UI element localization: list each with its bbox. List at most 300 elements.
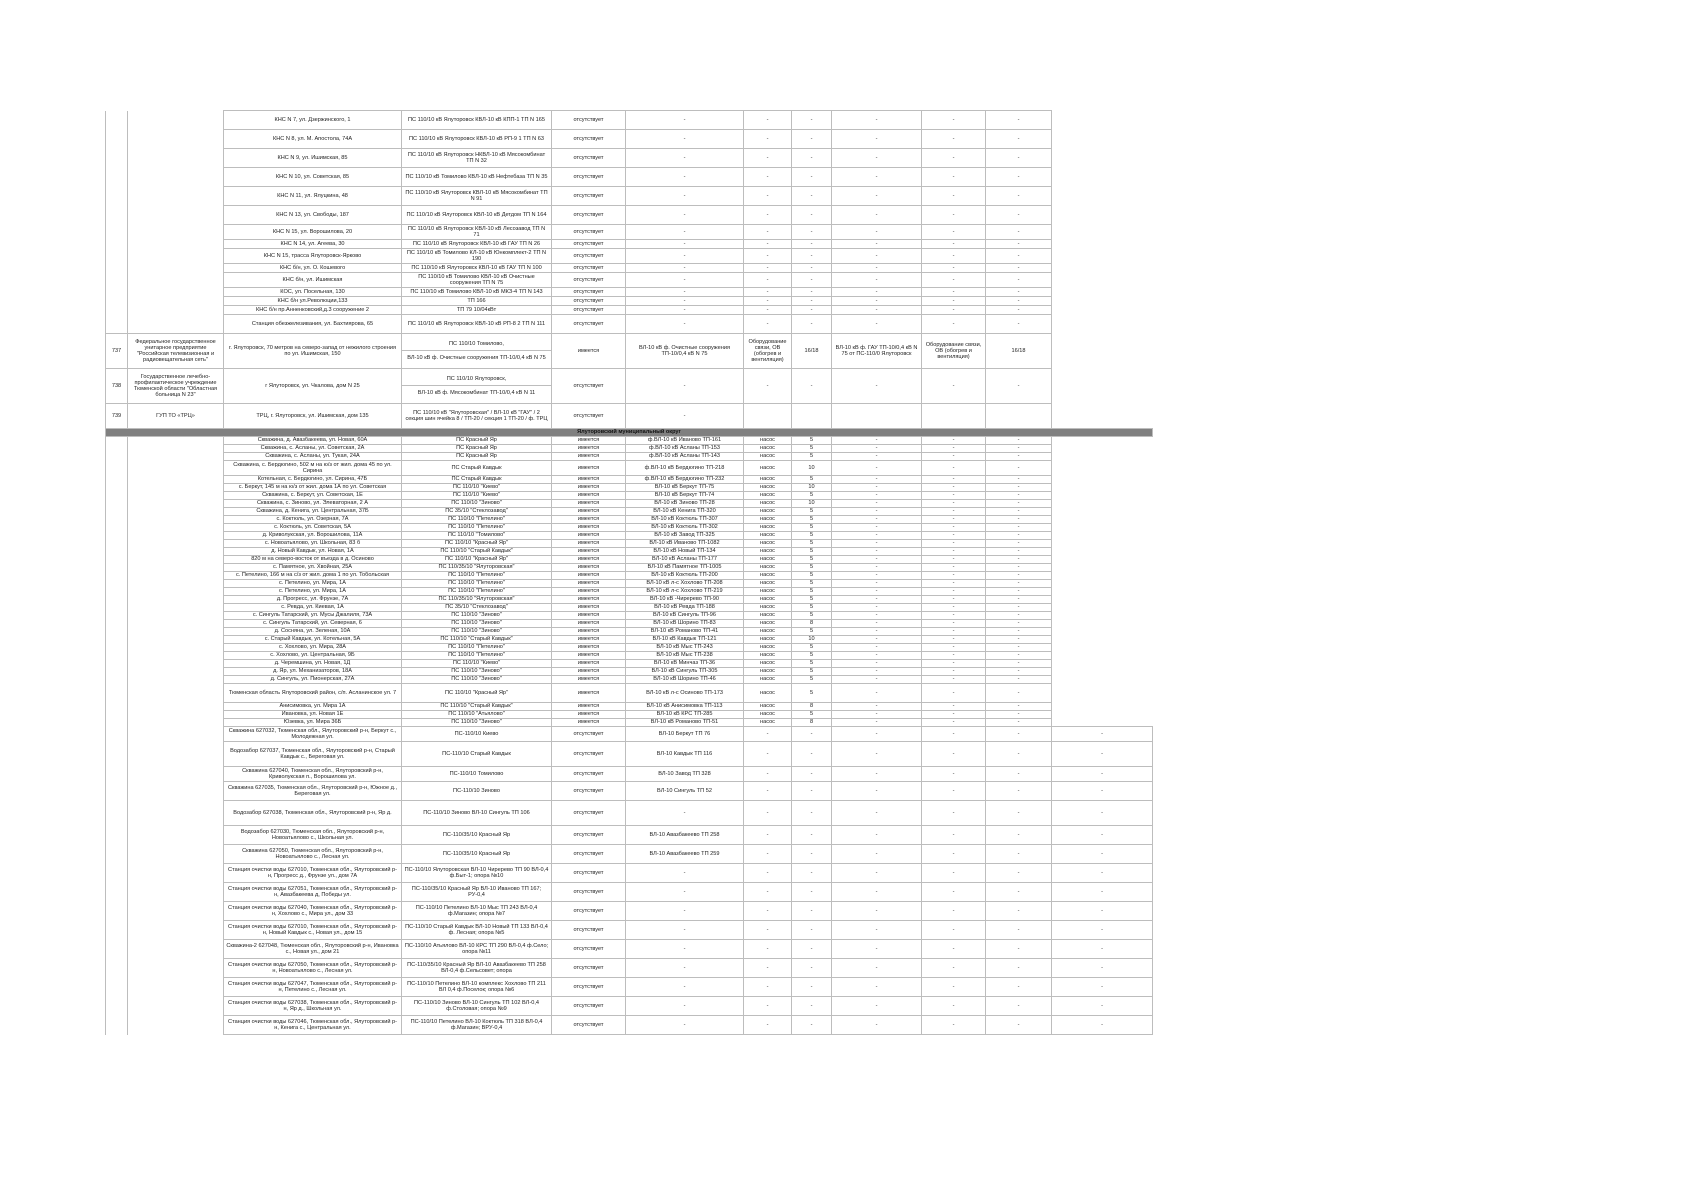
row-number	[106, 864, 128, 883]
value-cell: -	[986, 612, 1052, 620]
row-number	[106, 644, 128, 652]
value-cell	[744, 404, 792, 429]
value-cell: -	[986, 187, 1052, 206]
source-line: ВЛ-10 кВ ф. Мясокомбинат ТП-10/0,4 кВ N 11	[402, 385, 551, 396]
organization-cell	[128, 484, 224, 492]
table-row	[106, 684, 1153, 703]
object-cell: с. Петелино, ул. Мира, 1А	[224, 588, 402, 596]
value-cell: -	[922, 997, 986, 1016]
value-cell: -	[986, 315, 1052, 334]
value-cell: -	[986, 604, 1052, 612]
organization-cell	[128, 508, 224, 516]
value-cell: -	[792, 288, 832, 297]
value-cell: -	[832, 1016, 922, 1035]
organization-cell	[128, 921, 224, 940]
value-cell: -	[986, 130, 1052, 149]
table-row	[106, 596, 1153, 604]
organization-cell	[128, 767, 224, 782]
value-cell: -	[832, 727, 922, 742]
organization-cell	[128, 864, 224, 883]
object-cell: Скважина, с. Зиново, ул. Элеваторная, 2 А	[224, 500, 402, 508]
value-cell: -	[832, 453, 922, 461]
value-cell: ВЛ-10 кВ Мыс ТП-243	[626, 644, 744, 652]
organization-cell	[128, 580, 224, 588]
row-number	[106, 921, 128, 940]
value-cell: -	[626, 264, 744, 273]
status-cell: имеется	[552, 524, 626, 532]
value-cell: -	[832, 845, 922, 864]
value-cell: 5	[792, 437, 832, 445]
source-cell: ПС 35/10 "Стеклозавод"	[402, 604, 552, 612]
value-cell: -	[922, 264, 986, 273]
value-cell: -	[744, 206, 792, 225]
value-cell: 8	[792, 703, 832, 711]
value-cell: -	[922, 668, 986, 676]
organization-cell	[128, 652, 224, 660]
value-cell: -	[922, 297, 986, 306]
value-cell: -	[792, 742, 832, 767]
value-cell: ВЛ-10 кВ Завод ТП-325	[626, 532, 744, 540]
organization-cell	[128, 742, 224, 767]
status-cell: отсутствует	[552, 978, 626, 997]
value-cell: -	[922, 225, 986, 240]
table-row	[106, 1016, 1153, 1035]
row-number	[106, 588, 128, 596]
status-cell: имеется	[552, 719, 626, 727]
status-cell: имеется	[552, 644, 626, 652]
value-cell: -	[922, 548, 986, 556]
row-number	[106, 453, 128, 461]
source-cell: ПС 110/10 "Зиново"	[402, 612, 552, 620]
value-cell: -	[744, 826, 792, 845]
value-cell: -	[744, 288, 792, 297]
value-cell: -	[986, 240, 1052, 249]
value-cell: ВЛ-10 кВ Романово ТП-51	[626, 719, 744, 727]
row-number	[106, 703, 128, 711]
value-cell: -	[744, 727, 792, 742]
value-cell: -	[626, 225, 744, 240]
value-cell: насос	[744, 484, 792, 492]
value-cell: -	[626, 273, 744, 288]
value-cell: -	[922, 636, 986, 644]
source-cell: ПС-110/35/10 Красный Яр	[402, 826, 552, 845]
status-cell: отсутствует	[552, 315, 626, 334]
status-cell: отсутствует	[552, 249, 626, 264]
value-cell: -	[792, 959, 832, 978]
value-cell: -	[986, 588, 1052, 596]
value-cell: -	[744, 306, 792, 315]
value-cell: 5	[792, 548, 832, 556]
object-cell: с. Коктюль, ул. Советская, 5А	[224, 524, 402, 532]
object-cell: Станция очистки воды 627051, Тюменская обл., Ялуторовский р-н, Авазбакеева д, Победы ул.	[224, 883, 402, 902]
value-cell: -	[626, 940, 744, 959]
value-cell: -	[922, 684, 986, 703]
table-row	[106, 719, 1153, 727]
value-cell: -	[986, 801, 1052, 826]
source-cell: ПС 110/35/10 "Ялуторовская"	[402, 564, 552, 572]
status-cell: имеется	[552, 711, 626, 719]
value-cell: ВЛ-10 кВ Анисимовка ТП-113	[626, 703, 744, 711]
table-row	[106, 548, 1153, 556]
object-cell: КНС б/н, ул. О. Кошевого	[224, 264, 402, 273]
value-cell: -	[792, 727, 832, 742]
value-cell: 5	[792, 604, 832, 612]
row-number	[106, 168, 128, 187]
value-cell: -	[792, 149, 832, 168]
row-number: 738	[106, 369, 128, 404]
source-line: ВЛ-10 кВ ф. Очистные сооружения ТП-10/0,4 кВ N 75	[402, 350, 551, 361]
source-cell: ПС 110/10 кВ Томилово КВЛ-10 кВ Нефтебаза ТП N 35	[402, 168, 552, 187]
value-cell: -	[832, 711, 922, 719]
value-cell: -	[792, 845, 832, 864]
value-cell: насос	[744, 604, 792, 612]
object-cell: с. Хохлово, ул. Центральная, 9Б	[224, 652, 402, 660]
value-cell: -	[832, 676, 922, 684]
value-cell: -	[744, 168, 792, 187]
row-number	[106, 604, 128, 612]
status-cell: отсутствует	[552, 782, 626, 801]
value-cell: 10	[792, 461, 832, 476]
value-cell: -	[792, 997, 832, 1016]
value-cell: Оборудование связи, ОВ (обогрев и вентиляция)	[744, 334, 792, 369]
status-cell: отсутствует	[552, 273, 626, 288]
value-cell: ВЛ-10 кВ Коктюль ТП-200	[626, 572, 744, 580]
source-cell: ПС 110/10 "Атьялово"	[402, 711, 552, 719]
object-cell: с. Коктюль, ул. Озерная, 7А	[224, 516, 402, 524]
value-cell: -	[922, 612, 986, 620]
object-cell: с. Новоатьялово, ул. Школьная, 83 б	[224, 540, 402, 548]
status-cell: имеется	[552, 596, 626, 604]
organization-cell	[128, 826, 224, 845]
row-number	[106, 492, 128, 500]
value-cell: насос	[744, 652, 792, 660]
value-cell: насос	[744, 676, 792, 684]
value-cell: -	[792, 826, 832, 845]
value-cell: 5	[792, 445, 832, 453]
table-row	[106, 660, 1153, 668]
value-cell: -	[832, 864, 922, 883]
value-cell: 5	[792, 524, 832, 532]
value-cell: ф.ВЛ-10 кВ Бердюгино ТП-232	[626, 476, 744, 484]
value-cell: -	[986, 742, 1052, 767]
row-number	[106, 652, 128, 660]
value-cell: -	[744, 315, 792, 334]
row-number	[106, 500, 128, 508]
table-row	[106, 315, 1153, 334]
source-cell: ПС-110/35/10 Красный Яр	[402, 845, 552, 864]
value-cell: -	[832, 596, 922, 604]
value-cell: -	[986, 668, 1052, 676]
value-cell: -	[744, 742, 792, 767]
data-table	[105, 110, 1153, 1035]
value-cell: 5	[792, 532, 832, 540]
value-cell: -	[744, 902, 792, 921]
value-cell: -	[626, 306, 744, 315]
status-cell: имеется	[552, 572, 626, 580]
table-row	[106, 540, 1153, 548]
value-cell: -	[832, 660, 922, 668]
object-cell: г Ялуторовск, ул. Чкалова, дом N 25	[224, 369, 402, 404]
value-cell: -	[832, 492, 922, 500]
table-row	[106, 249, 1153, 264]
value-cell: 10	[792, 484, 832, 492]
value-cell: -	[626, 404, 744, 429]
value-cell: -	[922, 676, 986, 684]
table-row	[106, 130, 1153, 149]
value-cell: насос	[744, 719, 792, 727]
source-line: ПС 110/10 Томилово,	[449, 340, 504, 347]
value-cell: -	[922, 742, 986, 767]
value-cell: -	[744, 997, 792, 1016]
value-cell: -	[626, 997, 744, 1016]
value-cell: -	[986, 845, 1052, 864]
value-cell: -	[922, 516, 986, 524]
row-number	[106, 484, 128, 492]
value-cell: -	[744, 801, 792, 826]
row-number	[106, 532, 128, 540]
table-row	[106, 532, 1153, 540]
organization-cell	[128, 524, 224, 532]
status-cell: имеется	[552, 628, 626, 636]
source-cell: ПС-110/10 Зиново ВЛ-10 Сингуль ТП 106	[402, 801, 552, 826]
value-cell: насос	[744, 580, 792, 588]
value-cell: насос	[744, 644, 792, 652]
value-cell: -	[626, 921, 744, 940]
value-cell: -	[832, 540, 922, 548]
value-cell: -	[832, 940, 922, 959]
value-cell: -	[744, 978, 792, 997]
table-row	[106, 484, 1153, 492]
row-number	[106, 548, 128, 556]
table-row	[106, 273, 1153, 288]
source-cell: ПС 110/10 "Киево"	[402, 492, 552, 500]
value-cell: ВЛ-10 кВ Асланы ТП-177	[626, 556, 744, 564]
value-cell: -	[922, 508, 986, 516]
row-number	[106, 959, 128, 978]
organization-cell	[128, 540, 224, 548]
row-number	[106, 564, 128, 572]
status-cell: отсутствует	[552, 767, 626, 782]
value-cell: -	[922, 727, 986, 742]
value-cell: -	[986, 306, 1052, 315]
organization-cell	[128, 572, 224, 580]
value-cell: -	[792, 168, 832, 187]
table-row	[106, 288, 1153, 297]
status-cell: имеется	[552, 461, 626, 476]
value-cell: -	[922, 476, 986, 484]
value-cell: -	[986, 636, 1052, 644]
value-cell: -	[986, 864, 1052, 883]
value-cell: Оборудование связи, ОВ (обогрев и вентиляция)	[922, 334, 986, 369]
status-cell: отсутствует	[552, 206, 626, 225]
value-cell: 5	[792, 564, 832, 572]
value-cell: -	[832, 883, 922, 902]
object-cell: Скважина-2 627048, Тюменская обл., Ялуторовский р-н, Ивановка с., Новая ул., дом 21	[224, 940, 402, 959]
object-cell: Скважина, с. Бердюгино, 502 м на ю/з от жил. дома 45 по ул. Сирина	[224, 461, 402, 476]
value-cell: -	[986, 826, 1052, 845]
organization-cell	[128, 782, 224, 801]
value-cell: -	[922, 596, 986, 604]
row-number	[106, 997, 128, 1016]
value-cell: ВЛ-10 кВ ф. ГАУ ТП-10/0,4 кВ N 75 от ПС-110/0 Ялуторовск	[832, 334, 922, 369]
row-number	[106, 684, 128, 703]
object-cell: Скважина, с. Асланы, ул. Тукая, 24А	[224, 453, 402, 461]
value-cell: 5	[792, 628, 832, 636]
value-cell: ВЛ-10 кВ Сингуль ТП-96	[626, 612, 744, 620]
row-number	[106, 978, 128, 997]
row-number	[106, 556, 128, 564]
value-cell: -	[922, 604, 986, 612]
value-cell: ВЛ-10 кВ -Чиререво ТП-90	[626, 596, 744, 604]
value-cell: -	[986, 719, 1052, 727]
row-number: 737	[106, 334, 128, 369]
value-cell: -	[626, 187, 744, 206]
value-cell: ВЛ-10 кВ Сингуль ТП-305	[626, 668, 744, 676]
row-number	[106, 225, 128, 240]
value-cell: -	[1052, 801, 1153, 826]
value-cell: -	[744, 264, 792, 273]
table-row	[106, 826, 1153, 845]
organization-cell	[128, 564, 224, 572]
row-number	[106, 572, 128, 580]
value-cell: -	[832, 206, 922, 225]
value-cell: -	[792, 801, 832, 826]
value-cell: -	[832, 484, 922, 492]
value-cell: ВЛ-10 кВ Новый ТП-134	[626, 548, 744, 556]
value-cell: -	[832, 668, 922, 676]
source-cell: ПС-110/10 Старый Кавдык ВЛ-10 Новый ТП 133 ВЛ-0,4 ф. Лесная; опора №5	[402, 921, 552, 940]
value-cell: -	[832, 978, 922, 997]
object-cell: Станция очистки воды 627010, Тюменская обл., Ялуторовский р-н, Прогресс д., Фрунзе ул., дом 7А	[224, 864, 402, 883]
value-cell: -	[922, 168, 986, 187]
value-cell: -	[792, 1016, 832, 1035]
value-cell: ВЛ-10 кВ Шорино ТП-46	[626, 676, 744, 684]
status-cell: имеется	[552, 516, 626, 524]
value-cell: насос	[744, 660, 792, 668]
object-cell: Ивановка, ул. Новая 1Е	[224, 711, 402, 719]
value-cell: -	[832, 902, 922, 921]
value-cell: -	[922, 556, 986, 564]
organization-cell	[128, 111, 224, 130]
value-cell: -	[986, 149, 1052, 168]
value-cell: -	[832, 516, 922, 524]
value-cell: ВЛ-10 Кавдык ТП 116	[626, 742, 744, 767]
status-cell: отсутствует	[552, 288, 626, 297]
value-cell: -	[792, 225, 832, 240]
organization-cell	[128, 149, 224, 168]
value-cell: 5	[792, 580, 832, 588]
value-cell: -	[986, 652, 1052, 660]
object-cell: Анисимовка, ул. Мира 1А	[224, 703, 402, 711]
value-cell: -	[922, 532, 986, 540]
table-row	[106, 588, 1153, 596]
row-number	[106, 476, 128, 484]
value-cell: -	[832, 580, 922, 588]
object-cell: Скважина, с. Беркут, ул. Советская, 1Е	[224, 492, 402, 500]
value-cell: -	[744, 369, 792, 404]
status-cell: отсутствует	[552, 111, 626, 130]
value-cell: насос	[744, 492, 792, 500]
value-cell: -	[922, 273, 986, 288]
value-cell: -	[832, 997, 922, 1016]
value-cell: -	[986, 556, 1052, 564]
source-cell: ПС 110/10 "Петелино"	[402, 572, 552, 580]
table-row	[106, 149, 1153, 168]
organization-cell	[128, 676, 224, 684]
source-cell: ПС-110/10 Петелино ВЛ-10 Коктюль ТП 318 ВЛ-0,4 ф.Магазин; ВРУ-0,4	[402, 1016, 552, 1035]
status-cell: имеется	[552, 556, 626, 564]
value-cell: -	[832, 782, 922, 801]
organization-cell: Государственное лечебно-профилактическое учреждение Тюменской области "Областная больница N 23"	[128, 369, 224, 404]
value-cell: -	[744, 149, 792, 168]
status-cell: отсутствует	[552, 864, 626, 883]
value-cell: -	[922, 620, 986, 628]
value-cell: -	[986, 508, 1052, 516]
table-row	[106, 492, 1153, 500]
source-cell: ПС-110/10 Киево	[402, 727, 552, 742]
organization-cell	[128, 556, 224, 564]
value-cell: ВЛ-10 кВ Минчаз ТП-36	[626, 660, 744, 668]
row-number	[106, 628, 128, 636]
status-cell: имеется	[552, 620, 626, 628]
row-number	[106, 306, 128, 315]
object-cell: с. Сингуль Татарский, ул. Северная, 6	[224, 620, 402, 628]
value-cell: -	[792, 264, 832, 273]
organization-cell	[128, 249, 224, 264]
value-cell: -	[744, 845, 792, 864]
value-cell: -	[922, 315, 986, 334]
value-cell: насос	[744, 596, 792, 604]
source-cell: ПС-110/10 Ялуторовская ВЛ-10 Чиререво ТП 90 ВЛ-0,4 ф.Быт-1; опора №10	[402, 864, 552, 883]
status-cell: имеется	[552, 604, 626, 612]
value-cell: -	[832, 461, 922, 476]
value-cell: насос	[744, 548, 792, 556]
value-cell: -	[792, 187, 832, 206]
value-cell: ВЛ-10 кВ Беркут ТП-74	[626, 492, 744, 500]
organization-cell	[128, 902, 224, 921]
row-number	[106, 111, 128, 130]
status-cell: имеется	[552, 437, 626, 445]
organization-cell	[128, 703, 224, 711]
value-cell: 5	[792, 660, 832, 668]
source-cell: ПС 110/10 кВ Томилово КВЛ-10 кВ Очистные сооружения ТП N 75	[402, 273, 552, 288]
object-cell: Станция очистки воды 627050, Тюменская обл., Ялуторовский р-н, Новоатьялово с., Лесная ул.	[224, 959, 402, 978]
table-row	[106, 524, 1153, 532]
table-row	[106, 628, 1153, 636]
source-cell: ПС 110/10 "Зиново"	[402, 668, 552, 676]
status-cell: имеется	[552, 703, 626, 711]
value-cell: -	[986, 548, 1052, 556]
source-cell: ПС 110/10 "Зиново"	[402, 620, 552, 628]
value-cell: ф.ВЛ-10 кВ Асланы ТП-143	[626, 453, 744, 461]
organization-cell	[128, 628, 224, 636]
source-cell: ПС 110/10 "Зиново"	[402, 719, 552, 727]
value-cell: -	[832, 612, 922, 620]
value-cell: -	[986, 225, 1052, 240]
value-cell: -	[832, 826, 922, 845]
table-row	[106, 711, 1153, 719]
organization-cell	[128, 588, 224, 596]
value-cell: -	[832, 187, 922, 206]
value-cell: -	[792, 902, 832, 921]
object-cell: ТРЦ, г. Ялуторовск, ул. Ишимская, дом 135	[224, 404, 402, 429]
organization-cell	[128, 845, 224, 864]
status-cell: имеется	[552, 445, 626, 453]
object-cell: Скважина, д. Авазбакеева, ул. Новая, 60А	[224, 437, 402, 445]
source-cell: ПС-110/10 Зиново ВЛ-10 Сингуль ТП 102 ВЛ-0,4 ф.Столовая; опора №9	[402, 997, 552, 1016]
organization-cell	[128, 500, 224, 508]
value-cell: 16/18	[792, 334, 832, 369]
